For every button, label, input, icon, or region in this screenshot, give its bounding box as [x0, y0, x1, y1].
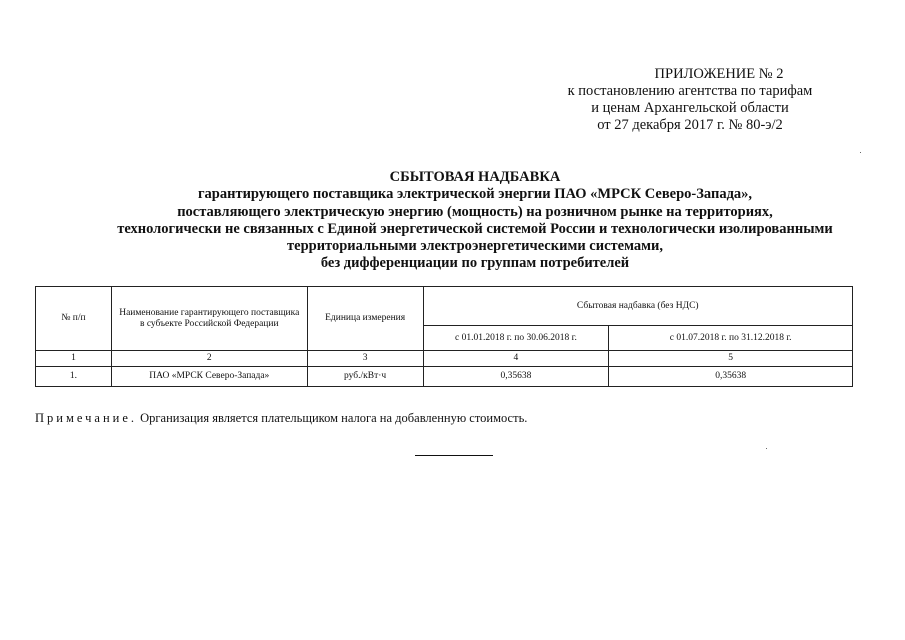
scan-speck [860, 152, 861, 153]
index-row [36, 351, 853, 367]
closing-rule [415, 455, 493, 456]
header-period-1: с 01.01.2018 г. по 30.06.2018 г. [423, 326, 609, 351]
cell-value-period-1: 0,35638 [423, 367, 609, 387]
cell-unit: руб./кВт·ч [307, 367, 423, 387]
title-line: без дифференциации по группам потребителей [320, 255, 630, 272]
header-period-2: с 01.07.2018 г. по 31.12.2018 г. [609, 326, 853, 351]
index-cell: 1 [36, 351, 112, 367]
scan-speck [766, 448, 767, 449]
header-unit: Единица измерения [307, 287, 423, 351]
cell-num: 1. [36, 367, 112, 387]
index-cell: 2 [111, 351, 307, 367]
title-line: технологически не связанных с Единой энергетической системой России и технологически изолированными [117, 220, 833, 237]
note-text: Организация является плательщиком налога на добавленную стоимость. [137, 411, 528, 425]
appendix-line: и ценам Архангельской области [591, 100, 789, 116]
appendix-line: к постановлению агентства по тарифам [567, 83, 813, 99]
header-markup: Сбытовая надбавка (без НДС) [423, 287, 852, 326]
cell-value-period-2: 0,35638 [609, 367, 853, 387]
markup-table [35, 286, 853, 387]
header-num: № п/п [36, 287, 112, 351]
note-label: Примечание. [35, 411, 138, 425]
index-cell: 4 [423, 351, 609, 367]
appendix-heading: ПРИЛОЖЕНИЕ № 2 [654, 66, 784, 82]
appendix-line: от 27 декабря 2017 г. № 80-э/2 [597, 117, 783, 133]
index-cell: 5 [609, 351, 853, 367]
title-line: поставляющего электрическую энергию (мощность) на розничном рынке на территориях, [177, 203, 773, 220]
document-title [40, 169, 905, 273]
title-main: СБЫТОВАЯ НАДБАВКА [389, 169, 561, 185]
title-line: гарантирующего поставщика электрической энергии ПАО «МРСК Северо-Запада», [197, 186, 753, 203]
cell-supplier: ПАО «МРСК Северо-Запада» [111, 367, 307, 387]
note [35, 411, 527, 426]
title-line: территориальными электроэнергетическими системами, [287, 238, 663, 255]
appendix-block [540, 66, 840, 134]
header-name: Наименование гарантирующего поставщика в субъекте Российской Федерации [111, 287, 307, 351]
index-cell: 3 [307, 351, 423, 367]
table-row [36, 367, 853, 387]
